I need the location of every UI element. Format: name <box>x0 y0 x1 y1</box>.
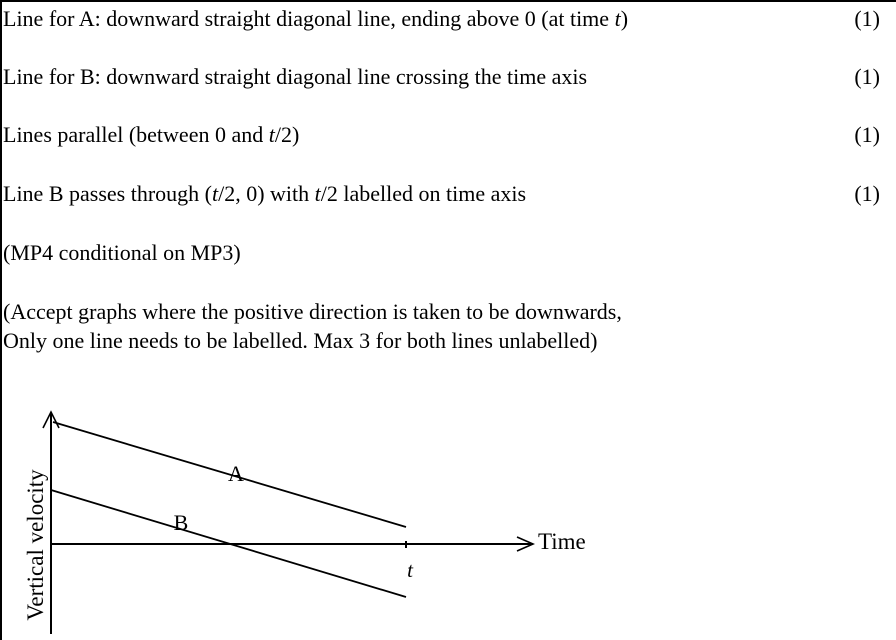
mp4-italic-t-2: t <box>314 181 321 206</box>
mp1-text: Line for A: downward straight diagonal line, ending above 0 (at time <box>3 6 615 31</box>
mp4-text-2: /2, 0) with <box>218 181 315 206</box>
time-axis-label: Time <box>538 529 586 554</box>
mp1-italic-t: t <box>614 6 621 31</box>
mp1-text-end: ) <box>620 6 629 31</box>
mp4-text-1: Line B passes through ( <box>3 181 212 206</box>
t-tick-label: t <box>407 558 413 582</box>
accept-note-line-1: (Accept graphs where the positive direction is taken to be downwards, <box>3 299 622 324</box>
accept-note-line-2: Only one line needs to be labelled. Max 3 for both lines unlabelled) <box>3 328 598 353</box>
mp2-text: Line for B: downward straight diagonal line crossing the time axis <box>3 64 588 89</box>
mp4-text-3: /2 labelled on time axis <box>320 181 527 206</box>
line-b-label: B <box>173 510 189 535</box>
mp3-text: Lines parallel (between 0 and <box>3 122 269 147</box>
mark-4: (1) <box>854 181 880 206</box>
vertical-velocity-label: Vertical velocity <box>23 469 48 621</box>
mp4-italic-t-1: t <box>211 181 219 206</box>
mark-1: (1) <box>854 6 880 31</box>
line-a-label: A <box>228 461 244 486</box>
mark-3: (1) <box>854 122 880 147</box>
conditional-note: (MP4 conditional on MP3) <box>3 240 241 265</box>
mark-2: (1) <box>854 64 880 89</box>
mp3-text-end: /2) <box>274 122 300 147</box>
mp3-italic-t: t <box>268 122 275 147</box>
